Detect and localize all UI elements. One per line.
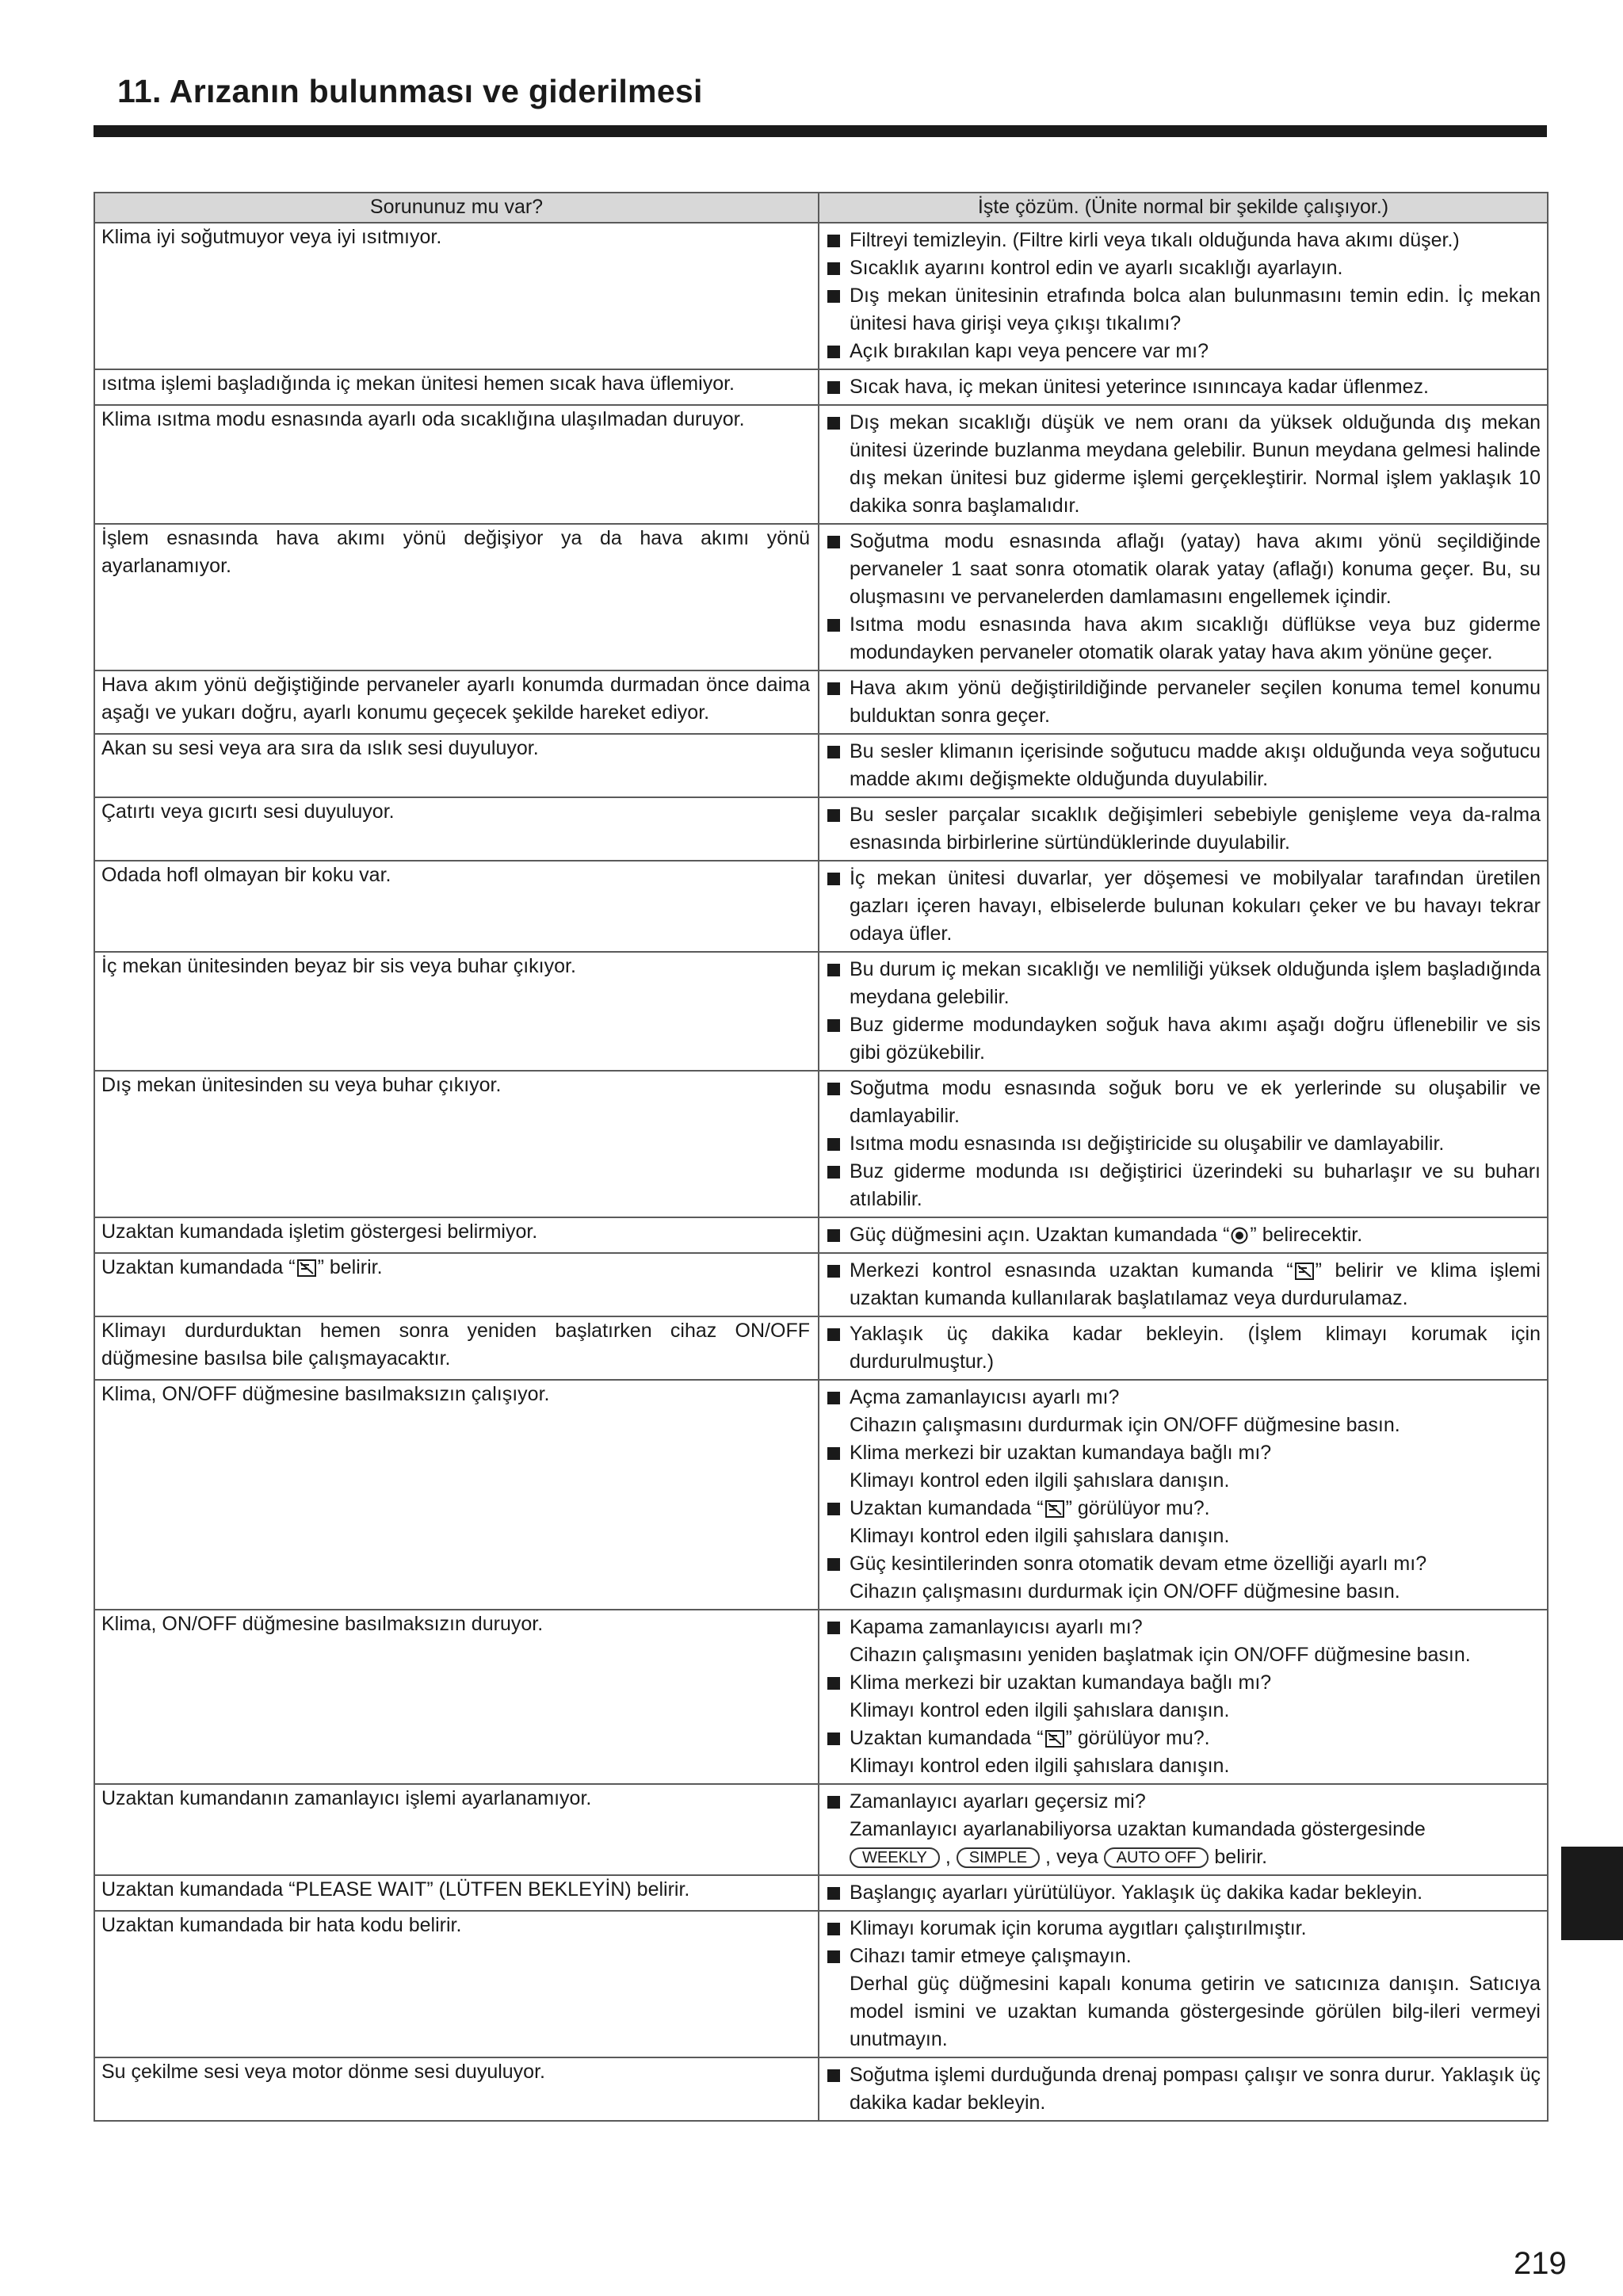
weekly-button-label: WEEKLY [850, 1847, 940, 1868]
solution-item: Dış mekan sıcaklığı düşük ve nem oranı da yüksek olduğunda dış mekan ünitesi üzerinde buzlanma meydana gelebilir. Bunun meydana gelmesi halinde dış mekan ünitesi buz giderme işlemi gerçekleştirir. Normal işlem yaklaşık 10 dakika sonra başlamalıdır. [827, 409, 1541, 520]
table-row [94, 797, 1548, 861]
header-problem: Sorununuz mu var? [94, 193, 819, 223]
solution-cell [819, 861, 1548, 952]
solution-item: Kapama zamanlayıcısı ayarlı mı? [827, 1614, 1541, 1641]
solution-item: Soğutma modu esnasında aflağı (yatay) hava akımı yönü seçildiğinde pervaneler 1 saat sonra otomatik olarak yatay (aflağı) konuma geçer. Bu, su oluşmasını ve pervanelerden damlamasını engellemek içindir. [827, 528, 1541, 611]
table-row [94, 1380, 1548, 1610]
solution-subtext: Cihazın çalışmasını yeniden başlatmak için ON/OFF düğmesine basın. [850, 1644, 1471, 1666]
problem-cell: Klima ısıtma modu esnasında ayarlı oda sıcaklığına ulaşılmadan duruyor. [94, 405, 819, 524]
solution-subtext: Cihazın çalışmasını durdurmak için ON/OFF düğmesine basın. [850, 1580, 1400, 1603]
problem-cell: Hava akım yönü değiştiğinde pervaneler ayarlı konumda durmadan önce daima aşağı ve yukarı doğru, ayarlı konumu geçecek şekilde hareket ediyor. [94, 670, 819, 734]
solution-cell [819, 1911, 1548, 2057]
solution-cell [819, 797, 1548, 861]
centralized-control-icon [1044, 1499, 1065, 1519]
problem-cell: Klima, ON/OFF düğmesine basılmaksızın çalışıyor. [94, 1380, 819, 1610]
solution-item: Açık bırakılan kapı veya pencere var mı? [827, 338, 1541, 365]
solution-cell [819, 1875, 1548, 1911]
problem-cell: Su çekilme sesi veya motor dönme sesi duyuluyor. [94, 2057, 819, 2121]
table-row [94, 369, 1548, 405]
table-row [94, 952, 1548, 1071]
table-row [94, 861, 1548, 952]
solution-item: Buz giderme modunda ısı değiştirici üzerindeki su buharlaşır ve su buharı atılabilir. [827, 1158, 1541, 1213]
title-rule [94, 125, 1547, 137]
table-row [94, 405, 1548, 524]
solution-text: Güç düğmesini açın. Uzaktan kumandada “ [850, 1224, 1230, 1246]
troubleshooting-table [94, 192, 1549, 2122]
solution-item [827, 1221, 1541, 1249]
problem-text: ” belirir. [317, 1256, 383, 1278]
solution-item: Açma zamanlayıcısı ayarlı mı? [827, 1384, 1541, 1412]
table-row [94, 670, 1548, 734]
solution-item: Sıcaklık ayarını kontrol edin ve ayarlı sıcaklığı ayarlayın. [827, 254, 1541, 282]
table-row [94, 1253, 1548, 1316]
table-header-row [94, 193, 1548, 223]
problem-cell: ısıtma işlemi başladığında iç mekan ünitesi hemen sıcak hava üflemiyor. [94, 369, 819, 405]
problem-cell: Akan su sesi veya ara sıra da ıslık sesi duyuluyor. [94, 734, 819, 797]
solution-subtext: Klimayı kontrol eden ilgili şahıslara danışın. [850, 1699, 1230, 1721]
table-row [94, 1071, 1548, 1217]
solution-cell [819, 223, 1548, 369]
solution-item: Soğutma modu esnasında soğuk boru ve ek yerlerinde su oluşabilir ve damlayabilir. [827, 1075, 1541, 1130]
table-row [94, 223, 1548, 369]
table-row [94, 1316, 1548, 1380]
solution-cell [819, 1071, 1548, 1217]
solution-item: Soğutma işlemi durduğunda drenaj pompası çalışır ve sonra durur. Yaklaşık üç dakika kadar bekleyin. [827, 2061, 1541, 2117]
centralized-control-icon [1294, 1262, 1315, 1281]
solution-subtext [827, 1843, 1541, 1871]
operation-indicator-icon [1230, 1226, 1249, 1245]
centralized-control-icon [1044, 1729, 1065, 1748]
solution-text: Uzaktan kumandada “ [850, 1497, 1044, 1519]
problem-cell: Klima iyi soğutmuyor veya iyi ısıtmıyor. [94, 223, 819, 369]
solution-item: Dış mekan ünitesinin etrafında bolca alan bulunmasını temin edin. İç mekan ünitesi hava girişi veya çıkışı tıkalımı? [827, 282, 1541, 338]
problem-cell: Odada hofl olmayan bir koku var. [94, 861, 819, 952]
section-title: 11. Arızanın bulunması ve giderilmesi [117, 73, 703, 109]
problem-text: Uzaktan kumandada “ [101, 1256, 296, 1278]
solution-item: Klima merkezi bir uzaktan kumandaya bağlı mı? [827, 1669, 1541, 1697]
solution-cell [819, 1253, 1548, 1316]
solution-subtext: Zamanlayıcı ayarlanabiliyorsa uzaktan kumandada göstergesinde [850, 1818, 1426, 1840]
solution-cell [819, 1217, 1548, 1253]
solution-item [827, 1725, 1541, 1752]
solution-subtext: Klimayı kontrol eden ilgili şahıslara danışın. [850, 1755, 1230, 1777]
separator-text: , veya [1045, 1846, 1098, 1868]
solution-item [827, 1495, 1541, 1522]
solution-subtext: Klimayı kontrol eden ilgili şahıslara danışın. [850, 1469, 1230, 1492]
solution-text: ” belirir ve klima işlemi uzaktan kumanda kullanılarak başlatılamaz veya durdurulamaz. [850, 1259, 1541, 1309]
solution-cell [819, 734, 1548, 797]
table-row [94, 1784, 1548, 1875]
table-row [94, 1217, 1548, 1253]
solution-text: Merkezi kontrol esnasında uzaktan kumanda “ [850, 1259, 1293, 1282]
problem-cell: Çatırtı veya gıcırtı sesi duyuluyor. [94, 797, 819, 861]
solution-text: belirir. [1214, 1846, 1268, 1868]
solution-item: Bu sesler klimanın içerisinde soğutucu madde akışı olduğunda veya soğutucu madde akımı değişmekte olduğunda duyulabilir. [827, 738, 1541, 793]
solution-cell [819, 670, 1548, 734]
solution-item: Isıtma modu esnasında ısı değiştiricide su oluşabilir ve damlayabilir. [827, 1130, 1541, 1158]
solution-item: Zamanlayıcı ayarları geçersiz mi? [827, 1788, 1541, 1816]
problem-cell: Klimayı durdurduktan hemen sonra yeniden başlatırken cihaz ON/OFF düğmesine basılsa bile çalışmayacaktır. [94, 1316, 819, 1380]
solution-item: Filtreyi temizleyin. (Filtre kirli veya tıkalı olduğunda hava akımı düşer.) [827, 227, 1541, 254]
problem-cell: Uzaktan kumandada işletim göstergesi belirmiyor. [94, 1217, 819, 1253]
solution-item: Isıtma modu esnasında hava akım sıcaklığı düflükse veya buz giderme modundayken pervaneler otomatik olarak yatay hava akım yönüne geçer. [827, 611, 1541, 667]
solution-item: Cihazı tamir etmeye çalışmayın. [827, 1943, 1541, 1970]
problem-cell: İç mekan ünitesinden beyaz bir sis veya buhar çıkıyor. [94, 952, 819, 1071]
solution-cell [819, 524, 1548, 670]
solution-cell [819, 405, 1548, 524]
simple-button-label: SIMPLE [957, 1847, 1040, 1868]
solution-cell [819, 2057, 1548, 2121]
solution-item: Buz giderme modundayken soğuk hava akımı aşağı doğru üflenebilir ve sis gibi gözükebilir. [827, 1011, 1541, 1067]
table-row [94, 1875, 1548, 1911]
problem-cell: Klima, ON/OFF düğmesine basılmaksızın duruyor. [94, 1610, 819, 1784]
problem-cell [94, 1253, 819, 1316]
solution-cell [819, 1316, 1548, 1380]
separator-text: , [945, 1846, 951, 1868]
problem-cell: Uzaktan kumandada “PLEASE WAIT” (LÜTFEN BEKLEYİN) belirir. [94, 1875, 819, 1911]
table-row [94, 2057, 1548, 2121]
header-solution: İşte çözüm. (Ünite normal bir şekilde çalışıyor.) [819, 193, 1548, 223]
problem-cell: Uzaktan kumandanın zamanlayıcı işlemi ayarlanamıyor. [94, 1784, 819, 1875]
problem-cell: Dış mekan ünitesinden su veya buhar çıkıyor. [94, 1071, 819, 1217]
chapter-tab [1561, 1847, 1623, 1940]
table-row [94, 1610, 1548, 1784]
solution-text: Uzaktan kumandada “ [850, 1727, 1044, 1749]
problem-cell: Uzaktan kumandada bir hata kodu belirir. [94, 1911, 819, 2057]
solution-item: Sıcak hava, iç mekan ünitesi yeterince ısınıncaya kadar üflenmez. [827, 373, 1541, 401]
centralized-control-icon [296, 1259, 317, 1278]
solution-item: Başlangıç ayarları yürütülüyor. Yaklaşık üç dakika kadar bekleyin. [827, 1879, 1541, 1907]
solution-text: ” görülüyor mu?. [1065, 1497, 1210, 1519]
solution-item: İç mekan ünitesi duvarlar, yer döşemesi ve mobilyalar tarafından üretilen gazları içeren havayı, elbiselerde bulunan kokuları çeker ve bu havayı tekrar odaya üfler. [827, 865, 1541, 948]
solution-item [827, 1257, 1541, 1312]
solution-item: Hava akım yönü değiştirildiğinde pervaneler seçilen konuma temel konumu bulduktan sonra geçer. [827, 674, 1541, 730]
solution-item: Klimayı korumak için koruma aygıtları çalıştırılmıştır. [827, 1915, 1541, 1943]
solution-cell [819, 1380, 1548, 1610]
solution-subtext: Cihazın çalışmasını durdurmak için ON/OFF düğmesine basın. [850, 1414, 1400, 1436]
table-row [94, 1911, 1548, 2057]
solution-item: Güç kesintilerinden sonra otomatik devam etme özelliği ayarlı mı? [827, 1550, 1541, 1578]
solution-subtext: Klimayı kontrol eden ilgili şahıslara danışın. [850, 1525, 1230, 1547]
table-row [94, 524, 1548, 670]
auto-off-button-label: AUTO OFF [1104, 1847, 1209, 1868]
solution-subtext: Derhal güç düğmesini kapalı konuma getirin ve satıcınıza danışın. Satıcıya model ismini ve uzaktan kumanda göstergesinde görülen bilg-ileri vermeyi unutmayın. [850, 1973, 1541, 2050]
solution-item: Bu sesler parçalar sıcaklık değişimleri sebebiyle genişleme veya da-ralma esnasında birbirlerine sürtündüklerinde duyulabilir. [827, 801, 1541, 857]
solution-text: ” görülüyor mu?. [1065, 1727, 1210, 1749]
problem-cell: İşlem esnasında hava akımı yönü değişiyor ya da hava akımı yönü ayarlanamıyor. [94, 524, 819, 670]
solution-text: ” belirecektir. [1250, 1224, 1363, 1246]
solution-cell [819, 369, 1548, 405]
solution-cell [819, 1610, 1548, 1784]
page-number: 219 [1514, 2246, 1567, 2281]
solution-cell [819, 1784, 1548, 1875]
table-row [94, 734, 1548, 797]
solution-item: Yaklaşık üç dakika kadar bekleyin. (İşlem klimayı korumak için durdurulmuştur.) [827, 1320, 1541, 1376]
solution-cell [819, 952, 1548, 1071]
solution-item: Bu durum iç mekan sıcaklığı ve nemliliği yüksek olduğunda işlem başladığında meydana gelebilir. [827, 956, 1541, 1011]
solution-item: Klima merkezi bir uzaktan kumandaya bağlı mı? [827, 1439, 1541, 1467]
